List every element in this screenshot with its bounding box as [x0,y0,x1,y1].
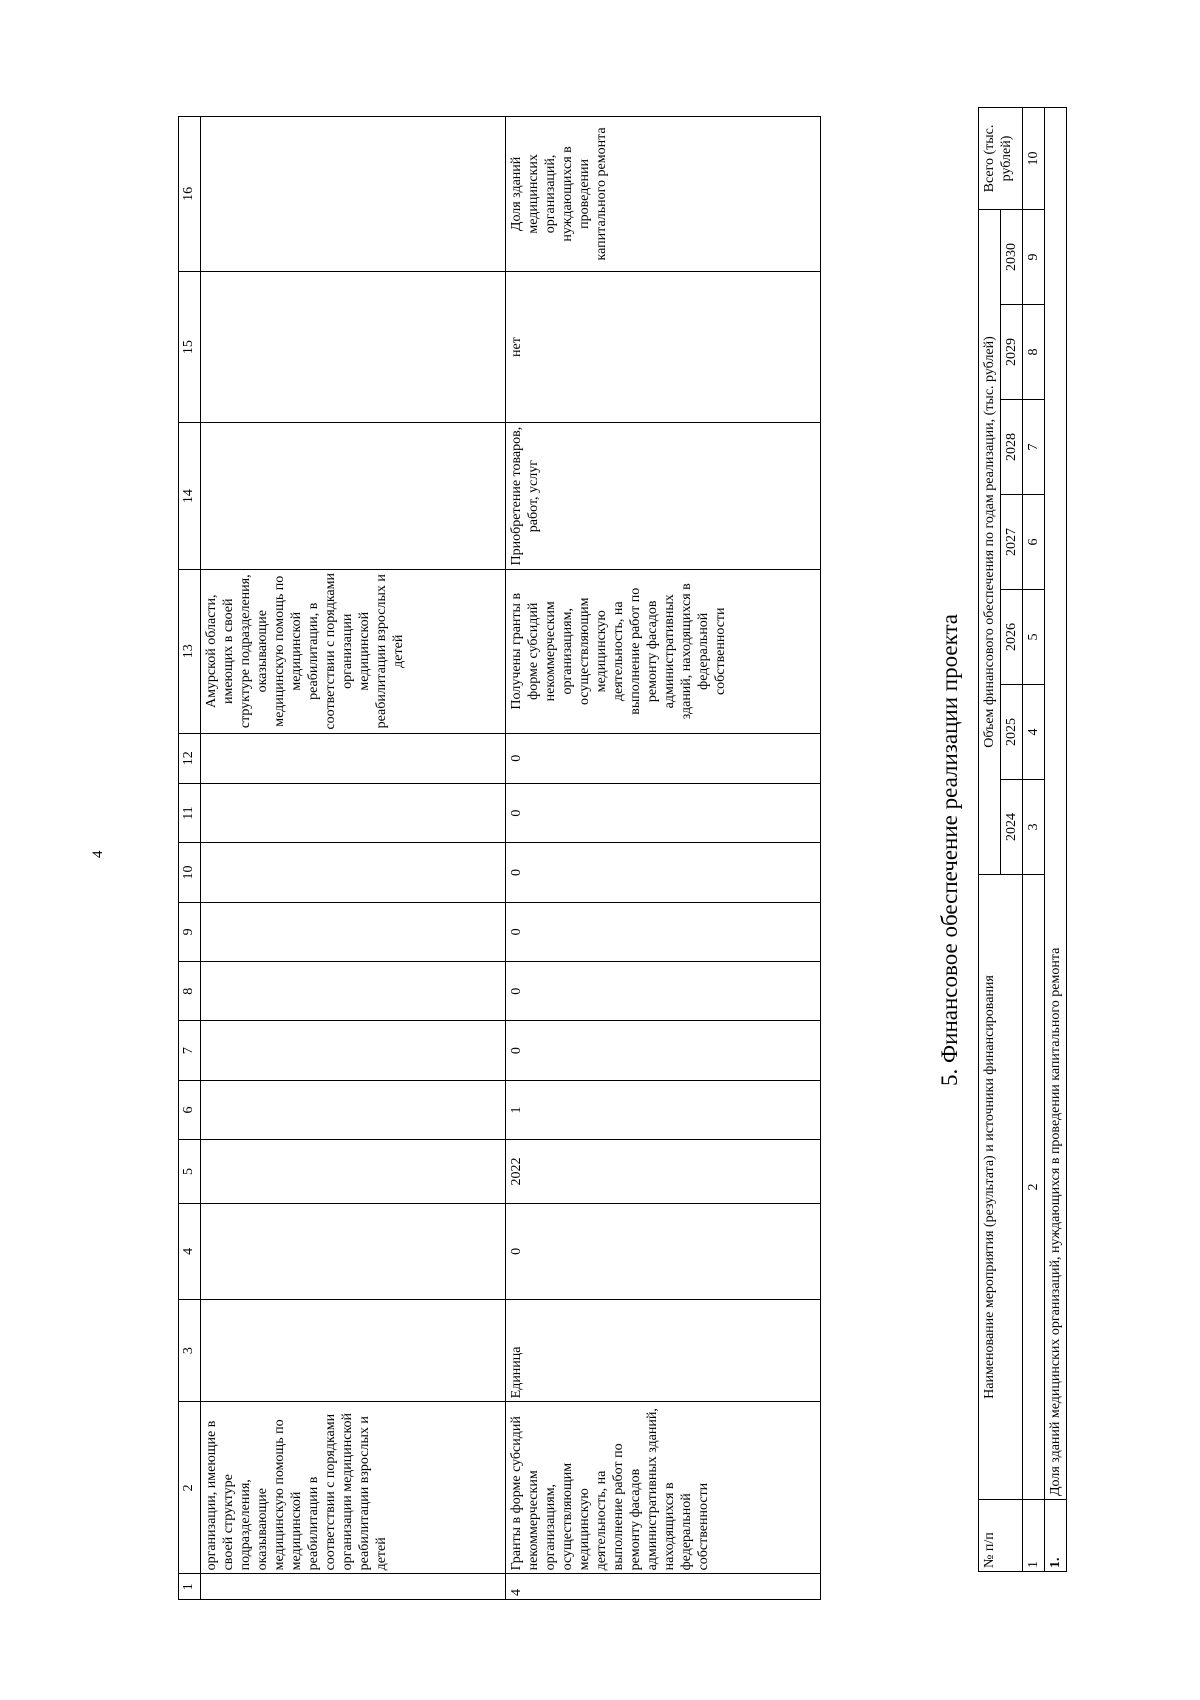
cell-number [201,1574,506,1600]
header-cell: 6 [179,1080,201,1139]
year-cell: 2030 [1001,209,1023,304]
header-name: Наименование мероприятия (результата) и источники финансирования [979,875,1023,1500]
column-number: 7 [1023,400,1045,495]
cell-value: 1 [506,1080,821,1139]
header-cell: 1 [179,1574,201,1600]
cell-description: Амурской области, имеющих в своей структуре подразделения, оказывающие медицинскую помощь по медицинской реабилитации, в соответствии с порядками организации медицинской реабилитации взрослых и детей [201,569,506,733]
column-number: 8 [1023,305,1045,400]
results-table [178,116,821,1600]
column-numbers-row [1023,107,1045,1571]
header-cell: 9 [179,902,201,961]
cell-unit [201,1299,506,1401]
header-cell: 10 [179,843,201,902]
cell-empty [201,1080,506,1139]
year-cell: 2029 [1001,305,1023,400]
header-cell: 7 [179,1021,201,1080]
cell-empty [201,1021,506,1080]
table-header-row [179,117,201,1600]
table-row [506,117,821,1600]
financing-header-row [979,107,1001,1571]
cell-indicator [201,117,506,272]
year-cell: 2026 [1001,590,1023,685]
cell-flag: нет [506,271,821,423]
header-cell: 15 [179,271,201,423]
cell-value: 0 [506,843,821,902]
header-cell: 16 [179,117,201,272]
header-cell: 5 [179,1140,201,1203]
table-row [201,117,506,1600]
column-number: 3 [1023,780,1045,875]
cell-empty [201,1140,506,1203]
cell-empty [201,783,506,842]
cell-value: 0 [506,733,821,783]
cell-description: Получены гранты в форме субсидий некоммерческим организациям, осуществляющим медицинскую деятельность, на выполнение работ по ремонту фасадов административных зданий, находящихся в федеральной собственности [506,569,821,733]
table-row [1045,107,1067,1571]
financing-table [978,107,1067,1572]
year-cell: 2025 [1001,685,1023,780]
section-heading: 5. Финансовое обеспечение реализации проекта [937,614,962,1087]
cell-empty [201,733,506,783]
year-cell: 2028 [1001,400,1023,495]
column-number: 10 [1023,107,1045,209]
header-cell: 3 [179,1299,201,1401]
cell-indicator: Доля зданий медицинских организаций, нуждающихся в проведении капитального ремонта [506,117,821,272]
column-number: 5 [1023,590,1045,685]
cell-value: 0 [506,902,821,961]
column-number: 1 [1023,1500,1045,1572]
cell-name: Гранты в форме субсидий некоммерческим организациям, осуществляющим медицинскую деятельность, на выполнение работ по ремонту фасадов административных зданий, находящихся в федеральной собственности [506,1402,821,1574]
row-number: 1. [1045,1500,1067,1572]
column-number: 4 [1023,685,1045,780]
cell-empty [201,902,506,961]
year-cell: 2027 [1001,495,1023,590]
header-volume: Объем финансового обеспечения по годам реализации, (тыс. рублей) [979,209,1001,874]
header-cell: 4 [179,1203,201,1299]
cell-value: 0 [506,783,821,842]
column-number: 2 [1023,875,1045,1500]
cell-type [201,423,506,569]
row-title: Доля зданий медицинских организаций, нуждающихся в проведении капитального ремонта [1045,107,1067,1499]
cell-empty [201,843,506,902]
cell-unit: Единица [506,1299,821,1401]
header-cell: 13 [179,569,201,733]
column-number: 6 [1023,495,1045,590]
header-cell: 2 [179,1402,201,1574]
header-number: № п/п [979,1500,1023,1572]
header-cell: 8 [179,962,201,1021]
cell-value: 0 [506,962,821,1021]
cell-value: 0 [506,1021,821,1080]
header-total: Всего (тыс. рублей) [979,107,1023,209]
cell-base-year: 2022 [506,1140,821,1203]
year-cell: 2024 [1001,780,1023,875]
cell-name: организации, имеющие в своей структуре подразделения, оказывающие медицинскую помощь по медицинской реабилитации в соответствии с порядками организации медицинской реабилитации взрослых и детей [201,1402,506,1574]
header-cell: 12 [179,733,201,783]
header-cell: 11 [179,783,201,842]
cell-number: 4 [506,1574,821,1600]
page-number: 4 [90,850,106,858]
header-cell: 14 [179,423,201,569]
column-number: 9 [1023,209,1045,304]
cell-base-value: 0 [506,1203,821,1299]
cell-type: Приобретение товаров, работ, услуг [506,423,821,569]
cell-empty [201,962,506,1021]
cell-flag [201,271,506,423]
cell-empty [201,1203,506,1299]
